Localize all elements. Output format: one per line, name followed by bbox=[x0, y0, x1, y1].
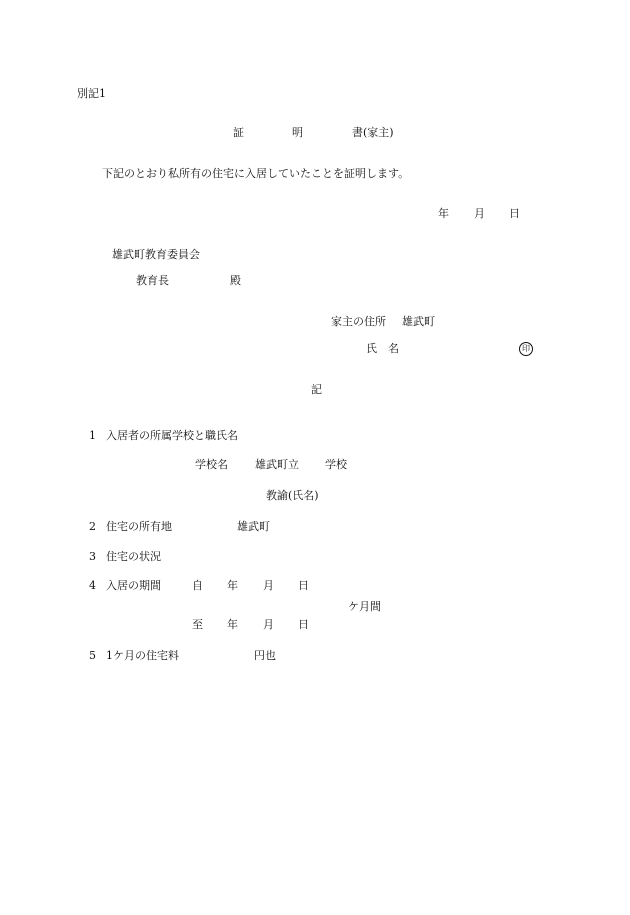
addressee-honorific: 殿 bbox=[230, 274, 241, 287]
period-from-day: 日 bbox=[298, 579, 309, 592]
period-months: ケ月間 bbox=[348, 600, 381, 613]
school-suffix: 学校 bbox=[325, 458, 347, 471]
landlord-name-label: 氏 名 bbox=[366, 342, 399, 355]
item2-value: 雄武町 bbox=[237, 520, 270, 533]
date-day: 日 bbox=[509, 207, 520, 220]
statement-text: 下記のとおり私所有の住宅に入居していたことを証明します。 bbox=[102, 167, 410, 180]
ki-heading: 記 bbox=[311, 383, 322, 396]
item4-label: 入居の期間 bbox=[106, 579, 161, 592]
period-from-year: 年 bbox=[227, 579, 238, 592]
period-to: 至 bbox=[192, 618, 203, 631]
period-to-year: 年 bbox=[227, 618, 238, 631]
item4-number: 4 bbox=[89, 579, 96, 592]
teacher-name-label: 教諭(氏名) bbox=[266, 489, 319, 502]
date-month: 月 bbox=[474, 207, 485, 220]
item3-number: 3 bbox=[89, 550, 96, 563]
period-to-month: 月 bbox=[263, 618, 274, 631]
seal-mark: 印 bbox=[519, 342, 533, 356]
item1-label: 入居者の所属学校と職氏名 bbox=[106, 429, 238, 442]
school-name-label: 学校名 bbox=[195, 458, 228, 471]
landlord-address-label: 家主の住所 bbox=[331, 315, 386, 328]
rent-unit: 円也 bbox=[254, 649, 276, 662]
title-char-2: 明 bbox=[292, 126, 303, 139]
school-name-value: 雄武町立 bbox=[255, 458, 299, 471]
title-char-3: 書(家主) bbox=[352, 126, 394, 139]
item2-label: 住宅の所有地 bbox=[106, 520, 172, 533]
item2-number: 2 bbox=[89, 520, 96, 533]
item5-label: 1ケ月の住宅料 bbox=[106, 649, 179, 662]
date-year: 年 bbox=[438, 207, 449, 220]
period-from: 自 bbox=[192, 579, 203, 592]
landlord-address-value: 雄武町 bbox=[402, 315, 435, 328]
annex-label: 別記1 bbox=[77, 87, 106, 100]
item5-number: 5 bbox=[89, 649, 96, 662]
period-from-month: 月 bbox=[263, 579, 274, 592]
title-char-1: 証 bbox=[233, 126, 244, 139]
period-to-day: 日 bbox=[298, 618, 309, 631]
addressee-org: 雄武町教育委員会 bbox=[112, 248, 200, 261]
addressee-title: 教育長 bbox=[136, 274, 169, 287]
item3-label: 住宅の状況 bbox=[106, 550, 161, 563]
item1-number: 1 bbox=[89, 429, 96, 442]
